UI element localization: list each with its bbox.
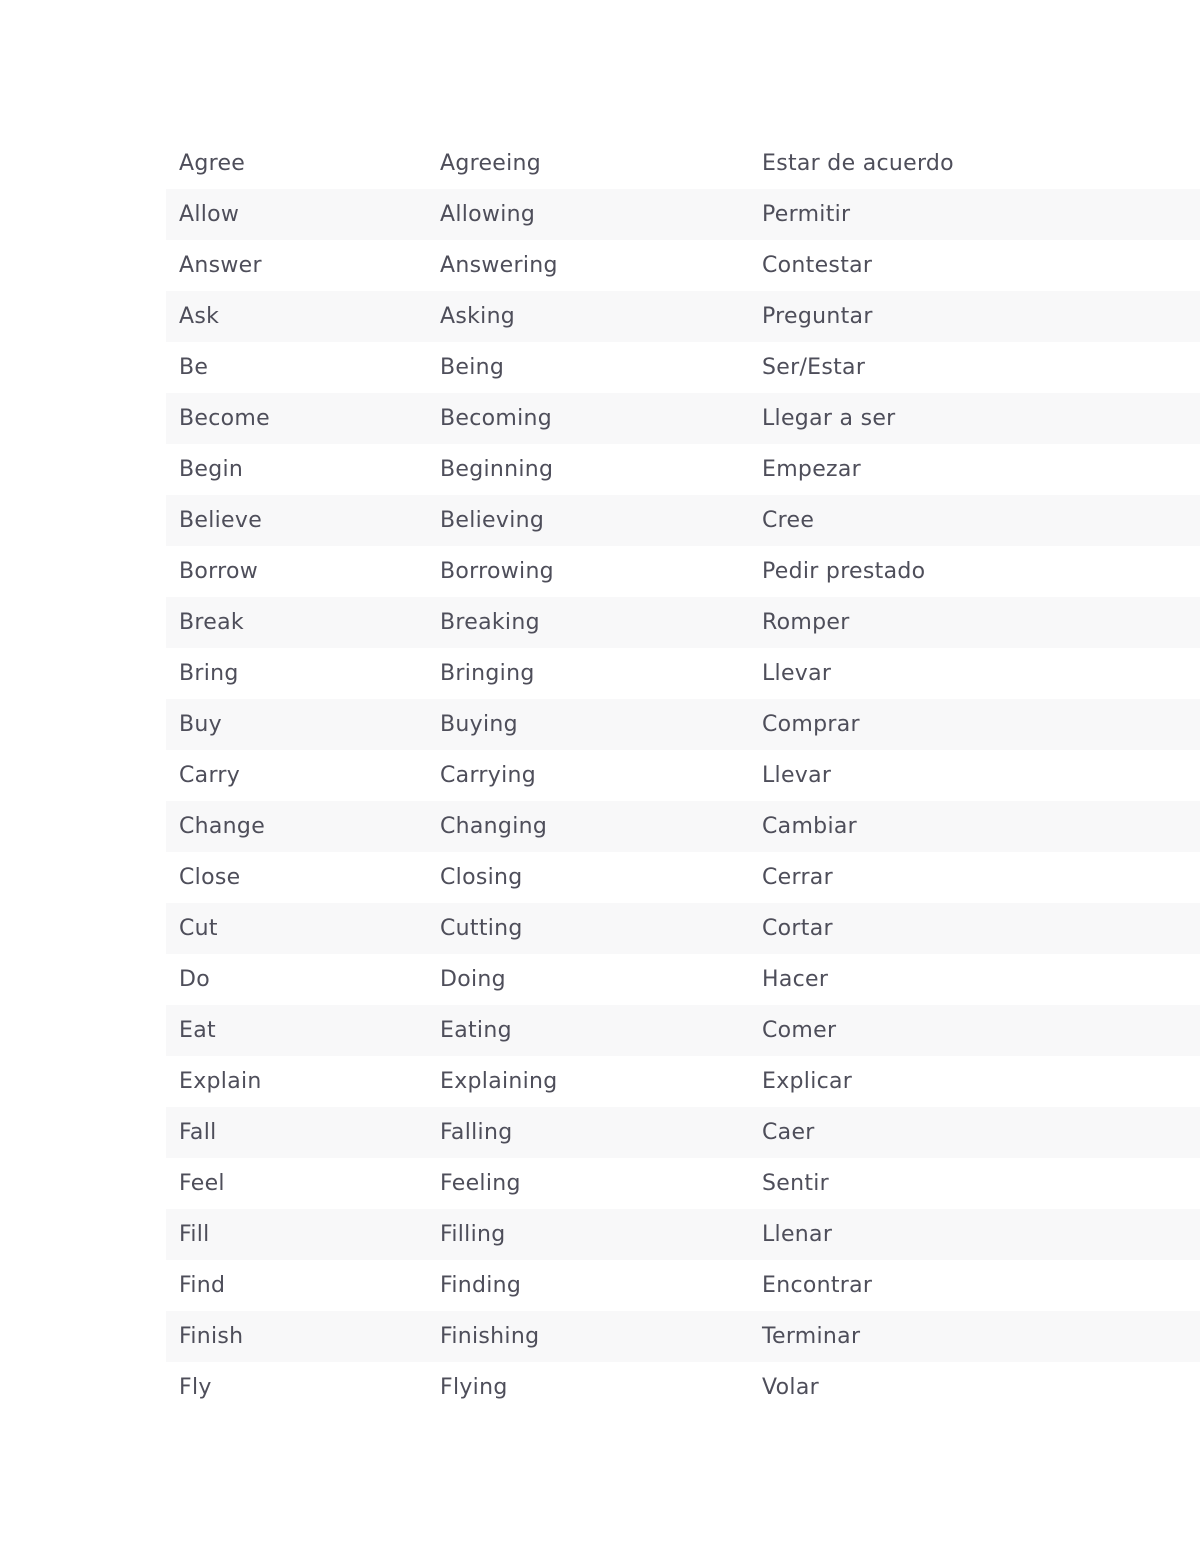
- table-row: [166, 597, 1200, 648]
- table-row: [166, 1362, 1200, 1413]
- spanish-cell: Cerrar: [762, 865, 833, 890]
- base-verb-cell: Find: [179, 1273, 226, 1298]
- table-row: [166, 138, 1200, 189]
- base-verb-cell: Close: [179, 865, 241, 890]
- table-row: [166, 954, 1200, 1005]
- base-verb-cell: Allow: [179, 202, 240, 227]
- spanish-cell: Comprar: [762, 712, 860, 737]
- base-verb-cell: Believe: [179, 508, 263, 533]
- table-row: [166, 393, 1200, 444]
- base-verb-cell: Be: [179, 355, 209, 380]
- verb-table: [166, 138, 1200, 1413]
- gerund-cell: Changing: [440, 814, 548, 839]
- base-verb-cell: Do: [179, 967, 211, 992]
- gerund-cell: Explaining: [440, 1069, 558, 1094]
- table-row: [166, 699, 1200, 750]
- base-verb-cell: Break: [179, 610, 244, 635]
- table-row: [166, 648, 1200, 699]
- spanish-cell: Cree: [762, 508, 815, 533]
- spanish-cell: Empezar: [762, 457, 862, 482]
- gerund-cell: Agreeing: [440, 151, 542, 176]
- base-verb-cell: Fly: [179, 1375, 212, 1400]
- gerund-cell: Becoming: [440, 406, 553, 431]
- table-row: [166, 444, 1200, 495]
- table-row: [166, 1158, 1200, 1209]
- table-row: [166, 495, 1200, 546]
- table-row: [166, 189, 1200, 240]
- table-row: [166, 1005, 1200, 1056]
- base-verb-cell: Buy: [179, 712, 222, 737]
- gerund-cell: Finding: [440, 1273, 522, 1298]
- base-verb-cell: Answer: [179, 253, 262, 278]
- base-verb-cell: Borrow: [179, 559, 259, 584]
- spanish-cell: Cambiar: [762, 814, 857, 839]
- table-row: [166, 1209, 1200, 1260]
- gerund-cell: Breaking: [440, 610, 540, 635]
- gerund-cell: Feeling: [440, 1171, 521, 1196]
- table-row: [166, 852, 1200, 903]
- gerund-cell: Falling: [440, 1120, 513, 1145]
- spanish-cell: Encontrar: [762, 1273, 873, 1298]
- table-row: [166, 801, 1200, 852]
- table-row: [166, 903, 1200, 954]
- spanish-cell: Caer: [762, 1120, 815, 1145]
- gerund-cell: Filling: [440, 1222, 506, 1247]
- spanish-cell: Contestar: [762, 253, 873, 278]
- gerund-cell: Answering: [440, 253, 558, 278]
- spanish-cell: Llenar: [762, 1222, 833, 1247]
- spanish-cell: Cortar: [762, 916, 833, 941]
- base-verb-cell: Begin: [179, 457, 244, 482]
- spanish-cell: Romper: [762, 610, 850, 635]
- base-verb-cell: Eat: [179, 1018, 216, 1043]
- spanish-cell: Terminar: [762, 1324, 861, 1349]
- gerund-cell: Buying: [440, 712, 518, 737]
- gerund-cell: Closing: [440, 865, 523, 890]
- base-verb-cell: Feel: [179, 1171, 225, 1196]
- base-verb-cell: Bring: [179, 661, 239, 686]
- spanish-cell: Estar de acuerdo: [762, 151, 954, 176]
- gerund-cell: Carrying: [440, 763, 536, 788]
- gerund-cell: Asking: [440, 304, 516, 329]
- base-verb-cell: Agree: [179, 151, 246, 176]
- gerund-cell: Allowing: [440, 202, 536, 227]
- spanish-cell: Ser/Estar: [762, 355, 866, 380]
- table-row: [166, 546, 1200, 597]
- spanish-cell: Comer: [762, 1018, 837, 1043]
- base-verb-cell: Fill: [179, 1222, 210, 1247]
- gerund-cell: Flying: [440, 1375, 508, 1400]
- gerund-cell: Borrowing: [440, 559, 554, 584]
- base-verb-cell: Cut: [179, 916, 218, 941]
- spanish-cell: Explicar: [762, 1069, 853, 1094]
- spanish-cell: Llegar a ser: [762, 406, 896, 431]
- base-verb-cell: Ask: [179, 304, 220, 329]
- table-row: [166, 1311, 1200, 1362]
- base-verb-cell: Explain: [179, 1069, 262, 1094]
- spanish-cell: Llevar: [762, 763, 832, 788]
- spanish-cell: Permitir: [762, 202, 851, 227]
- gerund-cell: Eating: [440, 1018, 512, 1043]
- gerund-cell: Finishing: [440, 1324, 540, 1349]
- spanish-cell: Hacer: [762, 967, 829, 992]
- table-row: [166, 240, 1200, 291]
- spanish-cell: Preguntar: [762, 304, 873, 329]
- table-row: [166, 342, 1200, 393]
- base-verb-cell: Carry: [179, 763, 241, 788]
- spanish-cell: Llevar: [762, 661, 832, 686]
- table-row: [166, 1260, 1200, 1311]
- gerund-cell: Cutting: [440, 916, 523, 941]
- gerund-cell: Being: [440, 355, 505, 380]
- table-row: [166, 750, 1200, 801]
- table-row: [166, 1056, 1200, 1107]
- table-row: [166, 291, 1200, 342]
- base-verb-cell: Finish: [179, 1324, 244, 1349]
- gerund-cell: Bringing: [440, 661, 535, 686]
- base-verb-cell: Change: [179, 814, 266, 839]
- gerund-cell: Believing: [440, 508, 545, 533]
- spanish-cell: Pedir prestado: [762, 559, 926, 584]
- gerund-cell: Beginning: [440, 457, 554, 482]
- table-row: [166, 1107, 1200, 1158]
- spanish-cell: Sentir: [762, 1171, 830, 1196]
- base-verb-cell: Become: [179, 406, 270, 431]
- gerund-cell: Doing: [440, 967, 506, 992]
- spanish-cell: Volar: [762, 1375, 819, 1400]
- base-verb-cell: Fall: [179, 1120, 217, 1145]
